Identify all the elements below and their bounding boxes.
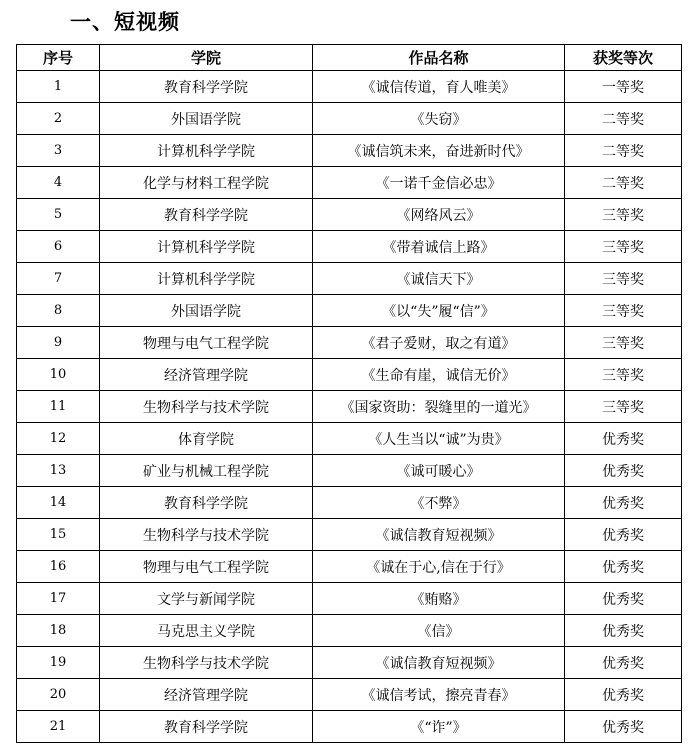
table-row xyxy=(17,199,682,231)
cell-college: 文学与新闻学院 xyxy=(100,583,313,615)
table-row xyxy=(17,231,682,263)
cell-college: 计算机科学学院 xyxy=(100,231,313,263)
table-row xyxy=(17,647,682,679)
table-row xyxy=(17,71,682,103)
cell-award-level: 三等奖 xyxy=(565,199,682,231)
cell-serial-number: 21 xyxy=(17,711,100,743)
table-row xyxy=(17,295,682,327)
cell-award-level: 二等奖 xyxy=(565,103,682,135)
cell-college: 外国语学院 xyxy=(100,103,313,135)
table-row xyxy=(17,519,682,551)
cell-work-title: 《贿赂》 xyxy=(313,583,565,615)
cell-work-title: 《诚可暖心》 xyxy=(313,455,565,487)
cell-college: 教育科学学院 xyxy=(100,199,313,231)
cell-college: 生物科学与技术学院 xyxy=(100,647,313,679)
table-row xyxy=(17,135,682,167)
table-row xyxy=(17,679,682,711)
cell-work-title: 《诚信筑未来，奋进新时代》 xyxy=(313,135,565,167)
cell-serial-number: 16 xyxy=(17,551,100,583)
cell-serial-number: 5 xyxy=(17,199,100,231)
cell-serial-number: 12 xyxy=(17,423,100,455)
cell-work-title: 《失窃》 xyxy=(313,103,565,135)
cell-college: 计算机科学学院 xyxy=(100,135,313,167)
cell-serial-number: 6 xyxy=(17,231,100,263)
cell-college: 教育科学学院 xyxy=(100,711,313,743)
cell-award-level: 一等奖 xyxy=(565,71,682,103)
cell-award-level: 优秀奖 xyxy=(565,487,682,519)
table-row xyxy=(17,391,682,423)
cell-award-level: 三等奖 xyxy=(565,327,682,359)
cell-serial-number: 13 xyxy=(17,455,100,487)
cell-work-title: 《君子爱财，取之有道》 xyxy=(313,327,565,359)
cell-serial-number: 10 xyxy=(17,359,100,391)
cell-college: 教育科学学院 xyxy=(100,487,313,519)
cell-college: 经济管理学院 xyxy=(100,679,313,711)
cell-college: 矿业与机械工程学院 xyxy=(100,455,313,487)
table-row xyxy=(17,423,682,455)
cell-college: 经济管理学院 xyxy=(100,359,313,391)
cell-award-level: 优秀奖 xyxy=(565,615,682,647)
table-row xyxy=(17,263,682,295)
cell-work-title: 《信》 xyxy=(313,615,565,647)
cell-work-title: 《人生当以“诚”为贵》 xyxy=(313,423,565,455)
table-row xyxy=(17,167,682,199)
cell-work-title: 《不弊》 xyxy=(313,487,565,519)
cell-award-level: 三等奖 xyxy=(565,231,682,263)
cell-award-level: 优秀奖 xyxy=(565,679,682,711)
cell-award-level: 二等奖 xyxy=(565,135,682,167)
cell-work-title: 《网络风云》 xyxy=(313,199,565,231)
cell-award-level: 优秀奖 xyxy=(565,519,682,551)
table-row xyxy=(17,327,682,359)
cell-award-level: 三等奖 xyxy=(565,295,682,327)
cell-college: 体育学院 xyxy=(100,423,313,455)
cell-work-title: 《诚信教育短视频》 xyxy=(313,647,565,679)
cell-work-title: 《诚信传道，育人唯美》 xyxy=(313,71,565,103)
table-row xyxy=(17,615,682,647)
cell-work-title: 《诚信教育短视频》 xyxy=(313,519,565,551)
cell-serial-number: 18 xyxy=(17,615,100,647)
header-serial-number: 序号 xyxy=(17,45,100,71)
cell-award-level: 优秀奖 xyxy=(565,711,682,743)
cell-serial-number: 3 xyxy=(17,135,100,167)
table-row xyxy=(17,551,682,583)
cell-work-title: 《以“失”履“信”》 xyxy=(313,295,565,327)
cell-award-level: 优秀奖 xyxy=(565,583,682,615)
cell-award-level: 二等奖 xyxy=(565,167,682,199)
cell-serial-number: 7 xyxy=(17,263,100,295)
cell-award-level: 三等奖 xyxy=(565,359,682,391)
cell-serial-number: 2 xyxy=(17,103,100,135)
cell-serial-number: 4 xyxy=(17,167,100,199)
cell-college: 外国语学院 xyxy=(100,295,313,327)
cell-college: 生物科学与技术学院 xyxy=(100,519,313,551)
cell-award-level: 优秀奖 xyxy=(565,455,682,487)
cell-award-level: 三等奖 xyxy=(565,263,682,295)
cell-college: 马克思主义学院 xyxy=(100,615,313,647)
cell-work-title: 《“诈”》 xyxy=(313,711,565,743)
cell-serial-number: 1 xyxy=(17,71,100,103)
cell-work-title: 《带着诚信上路》 xyxy=(313,231,565,263)
cell-serial-number: 19 xyxy=(17,647,100,679)
cell-work-title: 《一诺千金信必忠》 xyxy=(313,167,565,199)
table-row xyxy=(17,455,682,487)
header-work-title: 作品名称 xyxy=(313,45,565,71)
header-college: 学院 xyxy=(100,45,313,71)
cell-serial-number: 8 xyxy=(17,295,100,327)
cell-award-level: 优秀奖 xyxy=(565,647,682,679)
table-row xyxy=(17,583,682,615)
table-row xyxy=(17,711,682,743)
cell-college: 化学与材料工程学院 xyxy=(100,167,313,199)
table-row xyxy=(17,487,682,519)
section-title: 一、短视频 xyxy=(70,10,180,34)
cell-serial-number: 15 xyxy=(17,519,100,551)
cell-serial-number: 9 xyxy=(17,327,100,359)
cell-college: 物理与电气工程学院 xyxy=(100,551,313,583)
cell-serial-number: 20 xyxy=(17,679,100,711)
cell-serial-number: 11 xyxy=(17,391,100,423)
awards-table xyxy=(16,44,682,743)
cell-college: 教育科学学院 xyxy=(100,71,313,103)
cell-work-title: 《诚在于心,信在于行》 xyxy=(313,551,565,583)
cell-work-title: 《生命有崖，诚信无价》 xyxy=(313,359,565,391)
cell-work-title: 《诚信天下》 xyxy=(313,263,565,295)
cell-award-level: 优秀奖 xyxy=(565,423,682,455)
cell-college: 物理与电气工程学院 xyxy=(100,327,313,359)
cell-work-title: 《国家资助：裂缝里的一道光》 xyxy=(313,391,565,423)
cell-serial-number: 17 xyxy=(17,583,100,615)
cell-college: 计算机科学学院 xyxy=(100,263,313,295)
cell-award-level: 优秀奖 xyxy=(565,551,682,583)
header-award-level: 获奖等次 xyxy=(565,45,682,71)
table-row xyxy=(17,359,682,391)
cell-college: 生物科学与技术学院 xyxy=(100,391,313,423)
table-row xyxy=(17,103,682,135)
table-header-row xyxy=(17,45,682,71)
table-body xyxy=(17,71,682,743)
cell-award-level: 三等奖 xyxy=(565,391,682,423)
cell-serial-number: 14 xyxy=(17,487,100,519)
cell-work-title: 《诚信考试，擦亮青春》 xyxy=(313,679,565,711)
